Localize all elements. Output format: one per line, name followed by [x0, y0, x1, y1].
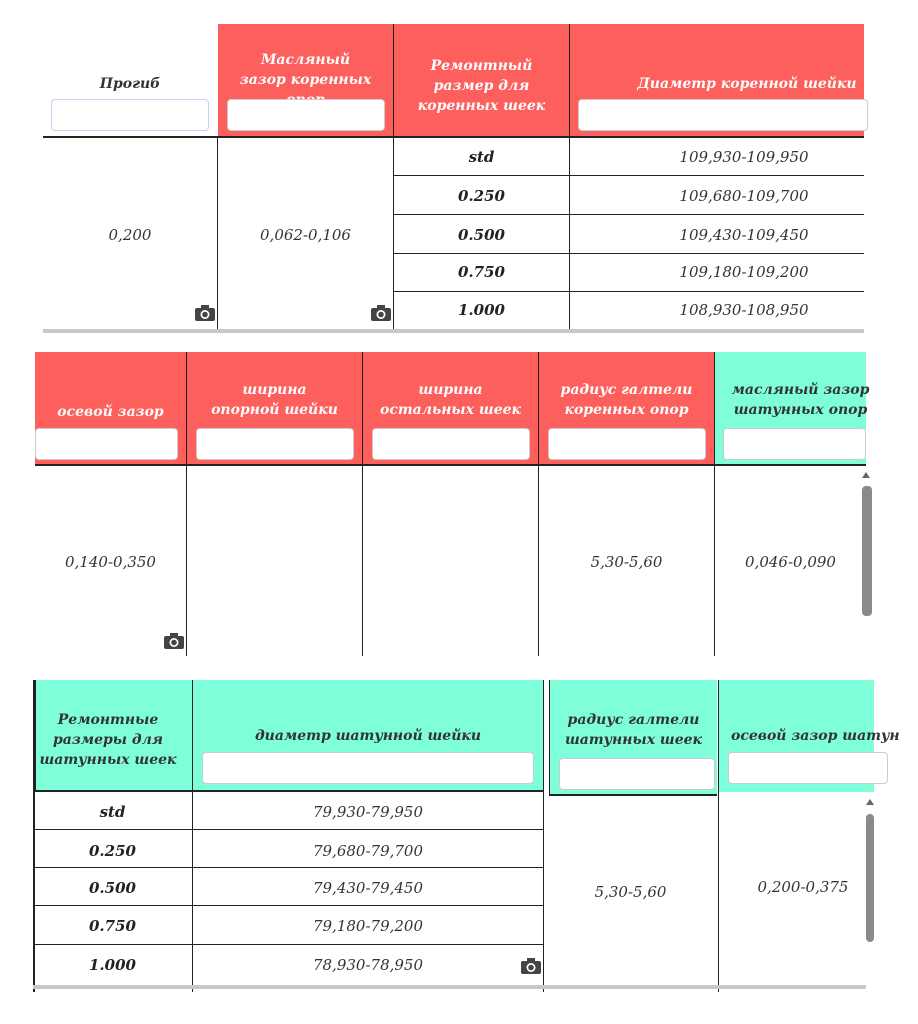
thrust-journal-width-filter-input[interactable]: [196, 428, 354, 460]
main-journal-diameter-filter-input[interactable]: [578, 99, 868, 131]
repair-size-cell: std: [468, 148, 495, 166]
main-fillet-radius-filter-input[interactable]: [548, 428, 706, 460]
camera-icon[interactable]: [164, 633, 184, 649]
rod-diameter-cell: 79,180-79,200: [312, 917, 424, 935]
repair-size-cell: 0.500: [458, 226, 505, 244]
repair-size-cell: 0.750: [458, 263, 505, 281]
header-rod-repair-sizes: [33, 680, 192, 792]
rod-repair-size-cell: std: [99, 803, 126, 821]
scroll-up-arrow-icon[interactable]: [862, 472, 870, 478]
axial-gap-value: 0,140-0,350: [65, 553, 156, 571]
header-rod-oil-gap-label: масляный зазор шатунных опор: [731, 382, 870, 418]
diameter-cell: 109,430-109,450: [679, 226, 809, 244]
rod-repair-size-cell: 1.000: [89, 956, 136, 974]
rod-journal-diameter-filter-input[interactable]: [202, 752, 534, 784]
camera-icon[interactable]: [521, 958, 541, 974]
rod-diameter-cell: 79,430-79,450: [312, 879, 424, 897]
camera-icon[interactable]: [371, 305, 391, 321]
rod-oil-gap-value: 0,046-0,090: [745, 553, 836, 571]
rod-repair-size-cell: 0.250: [89, 842, 136, 860]
vertical-scrollbar[interactable]: [866, 814, 874, 942]
header-rod-fillet-radius: [549, 680, 717, 796]
rod-axial-gap-filter-input[interactable]: [728, 752, 888, 784]
header-main-fillet-radius: [539, 352, 714, 466]
header-main-oil-gap-label: Масляный зазор коренных: [239, 52, 372, 88]
rod-repair-size-cell: 0.500: [89, 879, 136, 897]
header-rod-fillet-radius-label: радиус галтели шатунных шеек: [564, 712, 703, 748]
rod-fillet-radius-filter-input[interactable]: [559, 758, 715, 790]
header-other-journals-width-label: ширина остальных шеек: [379, 382, 521, 418]
diameter-cell: 109,180-109,200: [679, 263, 809, 281]
header-rod-oil-gap: [715, 352, 870, 466]
header-main-fillet-radius-label: радиус галтели коренных опор: [560, 382, 693, 418]
header-rod-journal-diameter: [193, 680, 543, 792]
header-rod-journal-diameter-label: диаметр шатунной шейки: [254, 728, 482, 744]
header-axial-gap-label: осевой зазор: [57, 404, 164, 420]
other-journals-width-filter-input[interactable]: [372, 428, 530, 460]
header-deflection: [43, 24, 217, 138]
rod-repair-size-cell: 0.750: [89, 917, 136, 935]
scroll-up-arrow-icon[interactable]: [866, 799, 874, 805]
header-rod-axial-gap: [719, 680, 900, 792]
rod-axial-gap-value: 0,200-0,375: [757, 878, 849, 896]
main-oil-gap-filter-input[interactable]: [227, 99, 385, 131]
diameter-cell: 108,930-108,950: [679, 301, 809, 319]
deflection-value: 0,200: [108, 226, 152, 244]
header-main-repair-size: [394, 24, 569, 138]
diameter-cell: 109,680-109,700: [679, 187, 809, 205]
deflection-filter-input[interactable]: [51, 99, 209, 131]
rod-diameter-cell: 78,930-78,950: [312, 956, 424, 974]
rod-diameter-cell: 79,930-79,950: [312, 803, 424, 821]
rod-fillet-radius-value: 5,30-5,60: [594, 883, 667, 901]
header-main-journal-diameter-label: Диаметр коренной шейки: [637, 76, 857, 92]
rod-oil-gap-filter-input[interactable]: [723, 428, 866, 460]
header-rod-axial-gap-label: осевой зазор шатун: [731, 728, 900, 744]
header-rod-repair-sizes-label: Ремонтные размеры для шатунных шеек: [39, 712, 177, 768]
diameter-cell: 109,930-109,950: [679, 148, 809, 166]
header-main-journal-diameter: [570, 24, 864, 138]
header-axial-gap: [35, 352, 186, 466]
header-other-journals-width: [363, 352, 538, 466]
header-thrust-journal-width: [187, 352, 362, 466]
repair-size-cell: 0.250: [458, 187, 505, 205]
repair-size-cell: 1.000: [458, 301, 505, 319]
camera-icon[interactable]: [195, 305, 215, 321]
main-oil-gap-value: 0,062-0,106: [260, 226, 351, 244]
vertical-scrollbar[interactable]: [862, 486, 872, 616]
header-main-repair-size-label: Ремонтный размер для коренных шеек: [417, 58, 546, 114]
rod-diameter-cell: 79,680-79,700: [312, 842, 424, 860]
header-main-oil-gap: [218, 24, 393, 138]
main-fillet-radius-value: 5,30-5,60: [590, 553, 663, 571]
header-deflection-label: Прогиб: [99, 76, 161, 92]
header-thrust-journal-width-label: ширина опорной шейки: [211, 382, 338, 418]
axial-gap-filter-input[interactable]: [35, 428, 178, 460]
